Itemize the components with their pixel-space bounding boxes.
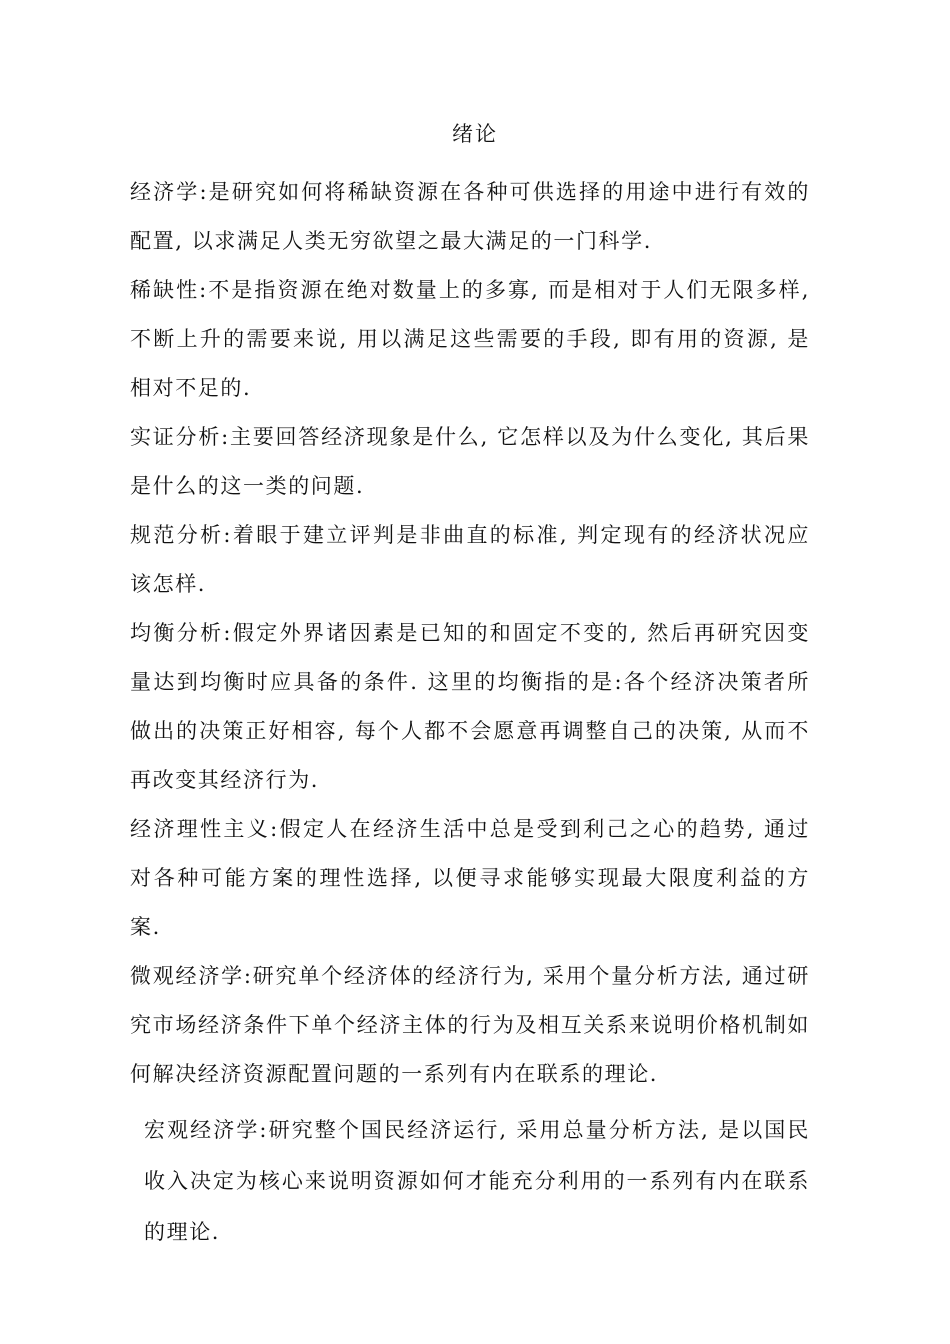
definition-scarcity [130, 266, 810, 413]
term-label: 规范分析: [130, 523, 233, 547]
term-definition: 主要回答经济现象是什么, 它怎样以及为什么变化, 其后果是什么的这一类的问题. [130, 425, 811, 498]
definition-positive-analysis [130, 413, 810, 511]
term-label: 均衡分析: [130, 621, 233, 645]
definition-macroeconomics [130, 1105, 810, 1258]
page-title: 绪论 [452, 122, 498, 146]
term-label: 经济理性主义: [130, 817, 279, 841]
term-definition: 假定人在经济生活中总是受到利己之心的趋势, 通过对各种可能方案的理性选择, 以便寻求能够实现最大限度利益的方案. [130, 817, 810, 939]
definitions-list [130, 168, 810, 1258]
term-label: 实证分析: [130, 425, 230, 449]
term-label: 经济学: [130, 180, 209, 204]
term-definition: 是研究如何将稀缺资源在各种可供选择的用途中进行有效的配置, 以求满足人类无穷欲望之最大满足的一门科学. [130, 180, 810, 253]
term-label: 宏观经济学: [144, 1118, 269, 1142]
term-definition: 不是指资源在绝对数量上的多寡, 而是相对于人们无限多样, 不断上升的需要来说, 用以满足这些需要的手段, 即有用的资源, 是相对不足的. [130, 278, 810, 400]
definition-equilibrium-analysis [130, 609, 810, 805]
definition-economic-rationalism [130, 805, 810, 952]
term-definition: 研究单个经济体的经济行为, 采用个量分析方法, 通过研究市场经济条件下单个经济主体的行为及相互关系来说明价格机制如何解决经济资源配置问题的一系列有内在联系的理论. [130, 964, 810, 1086]
term-definition: 假定外界诸因素是已知的和固定不变的, 然后再研究因变量达到均衡时应具备的条件. 这里的均衡指的是:各个经济决策者所做出的决策正好相容, 每个人都不会愿意再调整自己的决策, 从而不再改变其经济行为. [130, 621, 810, 792]
definition-normative-analysis [130, 511, 810, 609]
definition-economics [130, 168, 810, 266]
definition-microeconomics [130, 952, 810, 1099]
term-definition: 着眼于建立评判是非曲直的标准, 判定现有的经济状况应该怎样. [130, 523, 810, 596]
term-definition: 研究整个国民经济运行, 采用总量分析方法, 是以国民收入决定为核心来说明资源如何才能充分利用的一系列有内在联系的理论. [144, 1118, 810, 1244]
term-label: 稀缺性: [130, 278, 208, 302]
term-label: 微观经济学: [130, 964, 253, 988]
